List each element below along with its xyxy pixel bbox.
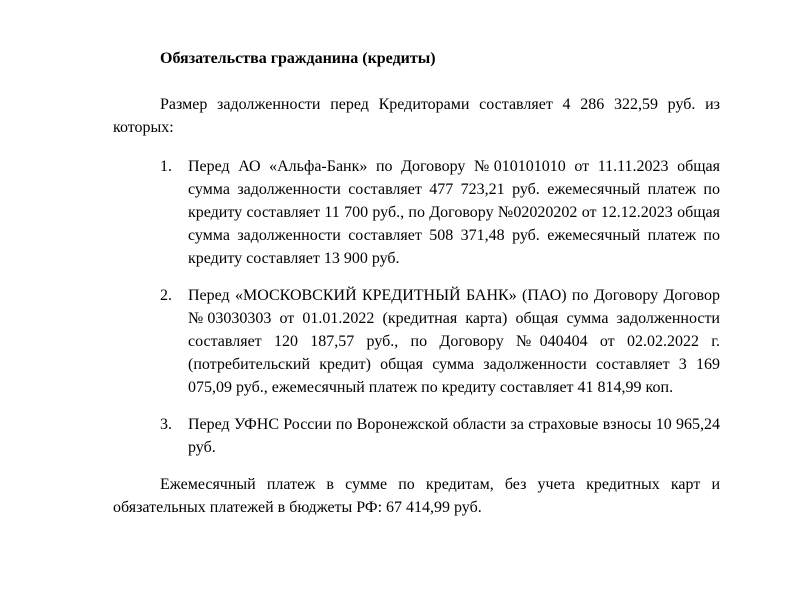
list-item-number: 3.: [160, 416, 172, 433]
list-item-mkb-bank: [113, 284, 720, 399]
debt-list: [113, 155, 720, 459]
list-item-text: Перед АО «Альфа-Банк» по Договору №010101010 от 11.11.2023 общая сумма задолженности составляет 477 723,21 руб. ежемесячный платеж по кредиту составляет 11 700 руб., по Договору №02020202 от 12.12.2023 общая сумма задолженности составляет 508 371,48 руб. ежемесячный платеж по кредиту составляет 13 900 руб.: [188, 158, 720, 267]
list-item-text: Перед «МОСКОВСКИЙ КРЕДИТНЫЙ БАНК» (ПАО) по Договору Договор №03030303 от 01.01.2022 (кредитная карта) общая сумма задолженности составляет 120 187,57 руб., по Договору №040404 от 02.02.2022 г. (потребительский кредит) общая сумма задолженности составляет 3 169 075,09 руб., ежемесячный платеж по кредиту составляет 41 814,99 коп.: [188, 287, 720, 396]
list-item-number: 1.: [160, 158, 172, 175]
intro-paragraph: Размер задолженности перед Кредиторами составляет 4 286 322,59 руб. из которых:: [113, 96, 720, 136]
list-item-text: Перед УФНС России по Воронежской области за страховые взносы 10 965,24 руб.: [188, 416, 720, 456]
footer-paragraph: Ежемесячный платеж в сумме по кредитам, без учета кредитных карт и обязательных платежей в бюджеты РФ: 67 414,99 руб.: [113, 476, 720, 516]
list-item-alfa-bank: [113, 155, 720, 270]
document-title: Обязательства гражданина (кредиты): [160, 50, 436, 67]
list-item-number: 2.: [160, 287, 172, 304]
list-item-ufns: [113, 413, 720, 459]
